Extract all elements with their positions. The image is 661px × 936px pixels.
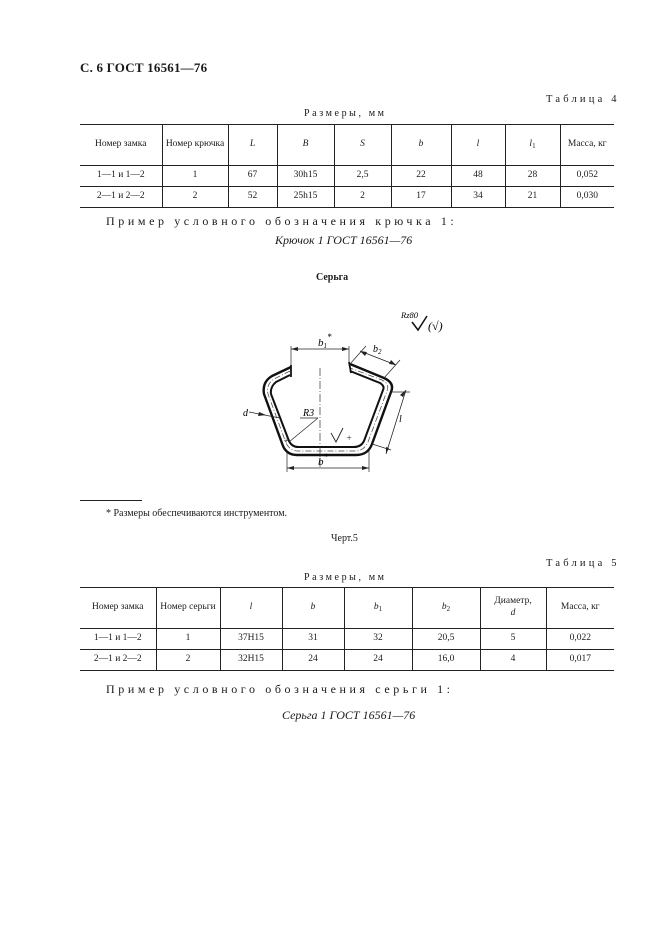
table-cell: 0,052 xyxy=(560,166,614,187)
b1-dimension-label: b1* xyxy=(318,332,332,350)
table-cell: 2 xyxy=(162,187,228,208)
table-cell: 21 xyxy=(505,187,560,208)
table5-caption: Размеры, мм xyxy=(304,572,387,583)
figure-caption: Черт.5 xyxy=(331,533,358,544)
table-cell: 32 xyxy=(344,629,412,650)
table-cell: 22 xyxy=(391,166,451,187)
table-row xyxy=(80,629,614,650)
table4-col-l: l xyxy=(451,125,505,166)
roughness-mark-small xyxy=(331,428,343,442)
table4-caption: Размеры, мм xyxy=(304,108,387,119)
table-cell: 2 xyxy=(156,650,220,671)
table-cell: 30h15 xyxy=(277,166,334,187)
table-cell: 24 xyxy=(282,650,344,671)
roughness-check: (√) xyxy=(428,319,443,333)
table-cell: 17 xyxy=(391,187,451,208)
earring-drawing xyxy=(230,298,460,488)
example-hook-designation: Крючок 1 ГОСТ 16561—76 xyxy=(275,233,413,247)
table-cell: 2 xyxy=(334,187,391,208)
footnote-rule xyxy=(80,500,142,501)
table-cell: 20,5 xyxy=(412,629,480,650)
page-header: С. 6 ГОСТ 16561—76 xyxy=(80,60,208,75)
table-cell: 52 xyxy=(228,187,277,208)
table-cell: 5 xyxy=(480,629,546,650)
table5-col-diameter: Диаметр, d xyxy=(480,588,546,629)
table4-col-l1: $l_1$ xyxy=(505,125,560,166)
table-row xyxy=(80,187,614,208)
l-dimension-label: l xyxy=(399,414,402,425)
table-cell: 0,017 xyxy=(546,650,614,671)
example-hook-text: Пример условного обозначения крючка 1: xyxy=(106,214,458,228)
table5-col-b: b xyxy=(282,588,344,629)
table-cell: 2—1 и 2—2 xyxy=(80,650,156,671)
table4 xyxy=(80,124,614,208)
table-cell: 67 xyxy=(228,166,277,187)
table-row xyxy=(80,650,614,671)
table-cell: 0,022 xyxy=(546,629,614,650)
table5-col-l: l xyxy=(220,588,282,629)
table-cell: 25h15 xyxy=(277,187,334,208)
table5-label: Таблица 5 xyxy=(546,558,620,569)
table-cell: 31 xyxy=(282,629,344,650)
table-cell: 16,0 xyxy=(412,650,480,671)
table-cell: 4 xyxy=(480,650,546,671)
table-cell: 1—1 и 1—2 xyxy=(80,629,156,650)
r3-leader-line xyxy=(289,418,318,442)
example-earring-designation: Серьга 1 ГОСТ 16561—76 xyxy=(282,708,416,722)
table4-col-B: B xyxy=(277,125,334,166)
table-cell: 2—1 и 2—2 xyxy=(80,187,162,208)
table4-col-L: L xyxy=(228,125,277,166)
table4-col-hook-number: Номер крючка xyxy=(162,125,228,166)
table-cell: 1 xyxy=(156,629,220,650)
svg-text:+: + xyxy=(283,436,290,446)
table-cell: 0,030 xyxy=(560,187,614,208)
table4-col-S: S xyxy=(334,125,391,166)
d-label: d xyxy=(243,408,248,419)
table5 xyxy=(80,587,614,671)
example-earring-text: Пример условного обозначения серьги 1: xyxy=(106,682,454,696)
table-cell: 28 xyxy=(505,166,560,187)
table-cell: 34 xyxy=(451,187,505,208)
table4-label: Таблица 4 xyxy=(546,94,620,105)
table4-col-lock-number: Номер замка xyxy=(80,125,162,166)
table-row xyxy=(80,166,614,187)
figure-title: Серьга xyxy=(316,272,349,283)
table4-col-mass: Масса, кг xyxy=(560,125,614,166)
table5-header-row xyxy=(80,588,614,629)
table-cell: 48 xyxy=(451,166,505,187)
table5-col-b1: $b_1$ xyxy=(344,588,412,629)
table-cell: 2,5 xyxy=(334,166,391,187)
table-cell: 24 xyxy=(344,650,412,671)
table5-col-earring-number: Номер серьги xyxy=(156,588,220,629)
table-cell: 37H15 xyxy=(220,629,282,650)
footnote-text: * Размеры обеспечиваются инструментом. xyxy=(106,508,288,519)
b2-dimension-label: $b_2$ xyxy=(373,344,382,356)
table5-col-mass: Масса, кг xyxy=(546,588,614,629)
table4-header-row xyxy=(80,125,614,166)
table-cell: 1—1 и 1—2 xyxy=(80,166,162,187)
b-dimension-label: b* xyxy=(318,452,328,468)
roughness-value: Rz80 xyxy=(401,310,418,320)
table-cell: 32H15 xyxy=(220,650,282,671)
svg-text:+: + xyxy=(346,433,353,443)
table5-col-lock-number: Номер замка xyxy=(80,588,156,629)
r3-label: R3 xyxy=(303,408,315,419)
table-cell: 1 xyxy=(162,166,228,187)
table4-col-b: b xyxy=(391,125,451,166)
table5-col-b2: $b_2$ xyxy=(412,588,480,629)
